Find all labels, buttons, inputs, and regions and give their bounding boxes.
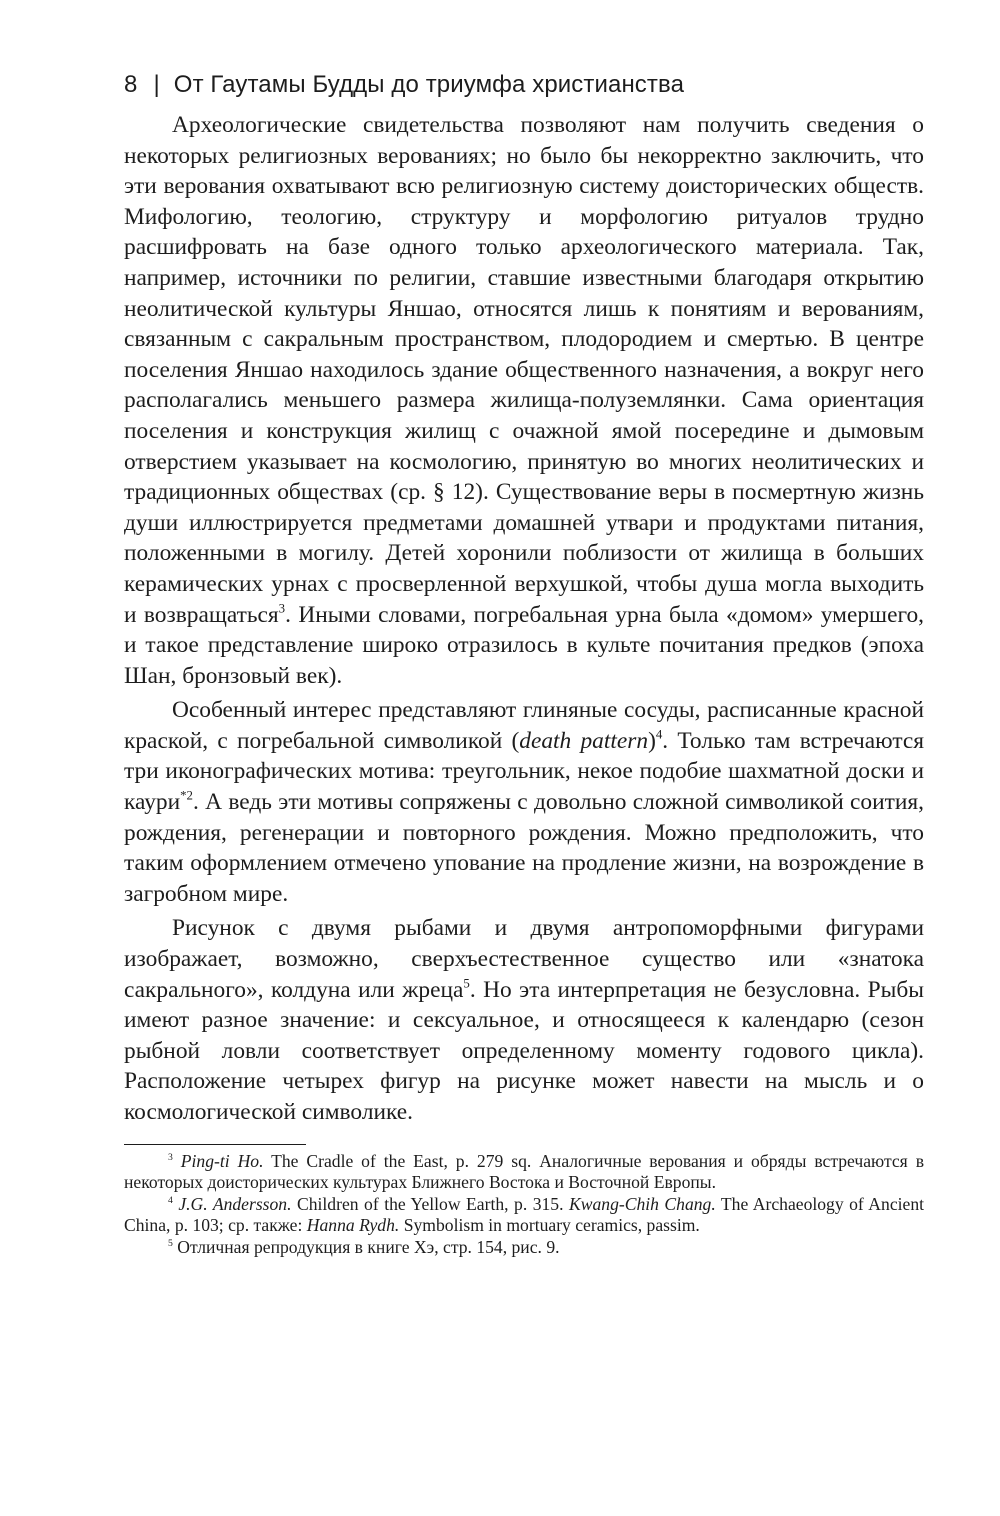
page-number: 8 (124, 71, 138, 98)
italic-term: death pattern (519, 727, 649, 754)
footnote-ref-5[interactable]: 5 (463, 975, 470, 990)
book-page (124, 70, 924, 1258)
footnotes (124, 1151, 924, 1259)
footnote-3: $^3$ Ping-ti Ho. The Cradle of the East, p. 279 sq. Аналогичные верования и обряды встречаются в некоторых доисторических культурах Ближнего Востока и Восточной Европы. (124, 1150, 925, 1193)
running-header (124, 70, 924, 100)
paragraph-2: Особенный интерес представляют глиняные сосуды, расписанные красной краской, с погребальной символикой (death pattern)$^4$. Только там встречаются три иконографических мотива: треугольник, некое подобие шахматной доски и каури$^{*2}$. А ведь эти мотивы сопряжены с довольно сложной символикой соития, рождения, регенерации и повторного рождения. Можно предположить, что таким оформлением отмечено упование на продление жизни, на возрождение в загробном мире. (124, 697, 924, 907)
footnote-author: Ping-ti Ho. (180, 1150, 264, 1171)
footnote-author: Kwang-Chih Chang. (569, 1193, 716, 1214)
footnote-ref-4[interactable]: 4 (655, 727, 663, 742)
body-text (124, 110, 924, 1128)
endnote-ref-2[interactable]: *2 (180, 788, 193, 803)
footnote-author: Hanna Rydh. (306, 1215, 400, 1236)
footnote-ref-3[interactable]: 3 (278, 600, 286, 615)
footnote-divider (124, 1144, 306, 1145)
header-separator: | (153, 71, 160, 98)
footnote-author: J.G. Andersson. (178, 1193, 292, 1214)
footnote-5: $^5$ Отличная репродукция в книге Хэ, стр. 154, рис. 9. (168, 1236, 560, 1257)
paragraph-3: Рисунок с двумя рыбами и двумя антропоморфными фигурами изображает, возможно, сверхъестественное существо или «знатока сакрального», колдуна или жреца$^5$. Но эта интерпретация не безусловна. Рыбы имеют разное значение: и сексуальное, и относящееся к календарю (сезон рыбной ловли соответствует определенному моменту годового цикла). Расположение четырех фигур на рисунке может навести на мысль и о космологической символике. (124, 915, 924, 1125)
footnote-4: $^4$ J.G. Andersson. Children of the Yellow Earth, p. 315. Kwang-Chih Chang. The Archaeology of Ancient China, p. 103; ср. также: Hanna Rydh. Symbolism in mortuary ceramics, passim. (124, 1193, 925, 1236)
book-title: От Гаутамы Будды до триумфа христианства (173, 71, 685, 98)
paragraph-1: Археологические свидетельства позволяют нам получить сведения о некоторых религиозных верованиях; но было бы некорректно заключить, что эти верования охватывают всю религиозную систему доисторических обществ. Мифологию, теологию, структуру и морфологию ритуалов трудно расшифровать на базе одного только археологического материала. Так, например, источники по религии, ставшие известными благодаря открытию неолитической культуры Яншао, относятся лишь к понятиям и верованиям, связанным с сакральным пространством, плодородием и смертью. В центре поселения Яншао находилось здание общественного назначения, а вокруг него располагались меньшего размера жилища-полуземлянки. Сама ориентация поселения и конструкция жилищ с очажной ямой посередине и дымовым отверстием указывает на космологию, принятую во многих неолитических и традиционных обществах (ср. § 12). Существование веры в посмертную жизнь души иллюстрируется предметами домашней утвари и продуктами питания, положенными в могилу. Детей хоронили поблизости от жилища в больших керамических урнах с просверленной верхушкой, чтобы душа могла выходить и возвращаться$^3$. Иными словами, погребальная урна была «домом» умершего, и такое представление широко отразилось в культе почитания предков (эпоха Шан, бронзовый век). (124, 112, 924, 689)
